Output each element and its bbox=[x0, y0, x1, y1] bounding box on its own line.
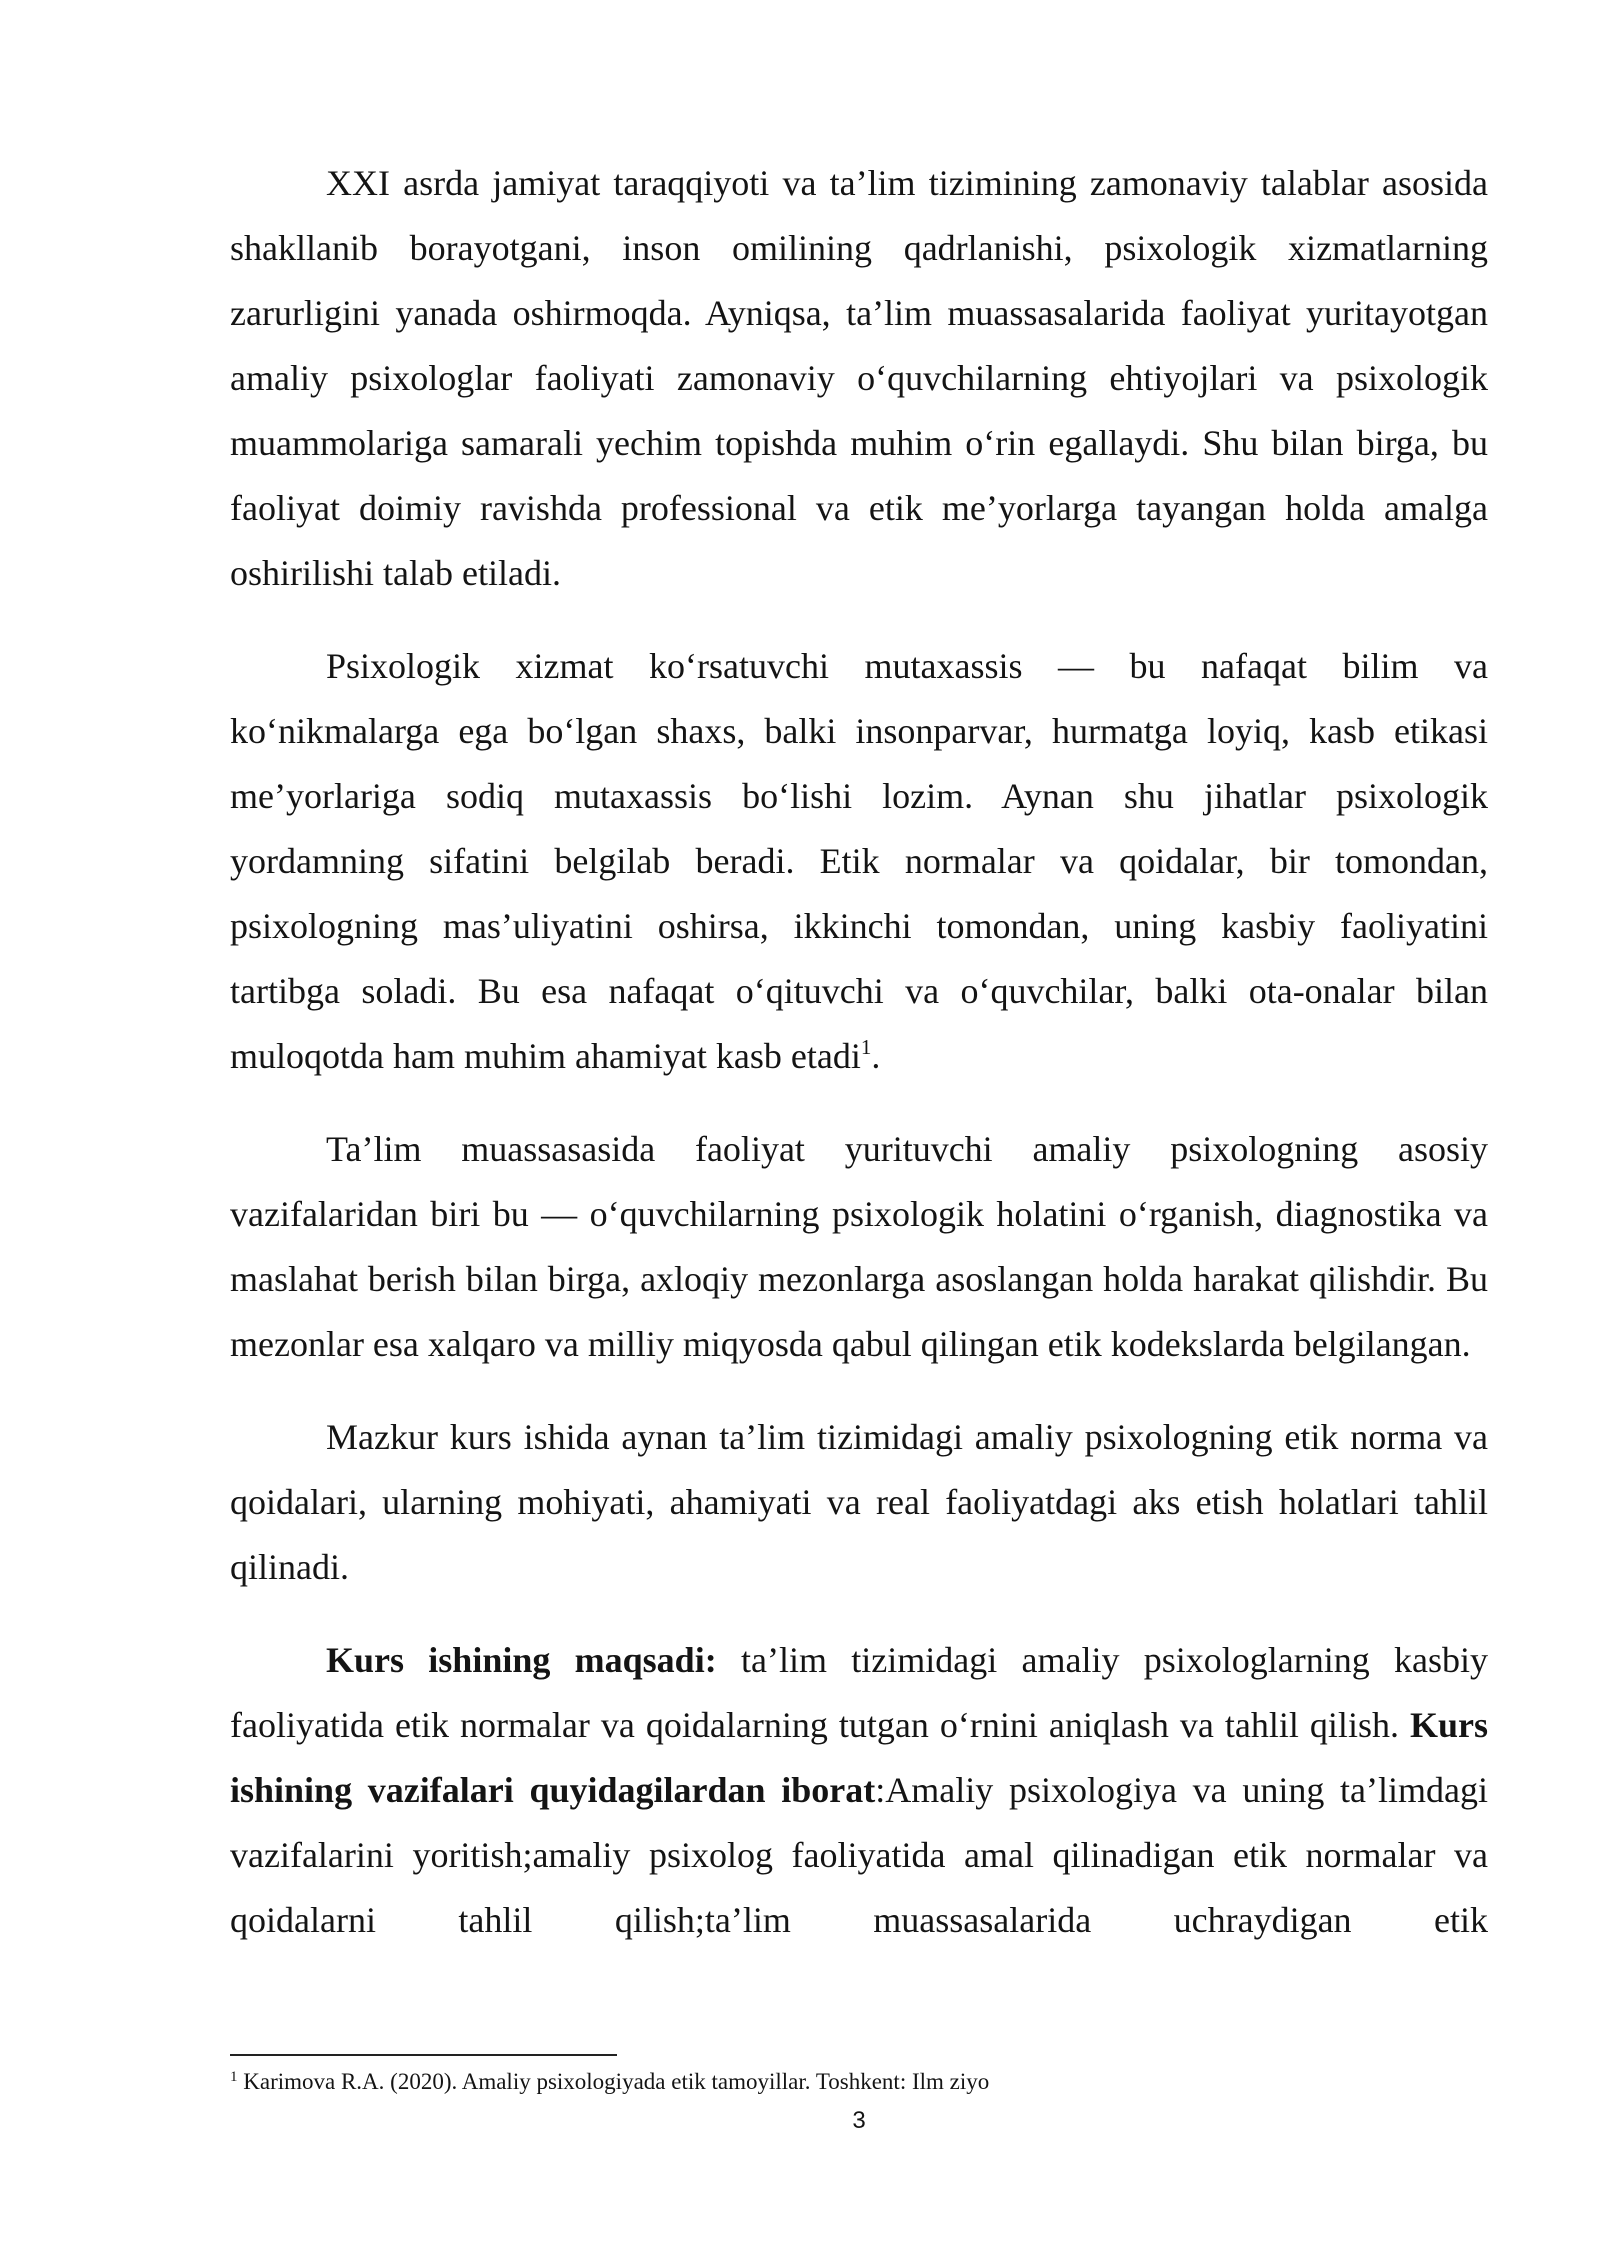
tasks-text: :Amaliy psixologiya va uning ta’limdagi vazifalarini yoritish;amaliy psixolog faoliyatida amal qilinadigan etik normalar va qoidalarni tahlil qilish;ta’lim muassasalarida uchraydigan etik bbox=[230, 1770, 1488, 1940]
page-number: 3 bbox=[852, 2107, 866, 2134]
footnote-text: Karimova R.A. (2020). Amaliy psixologiyada etik tamoyillar. Toshkent: Ilm ziyo bbox=[237, 2069, 990, 2094]
body-text bbox=[230, 151, 1488, 1953]
goal-label: Kurs ishining maqsadi: bbox=[326, 1640, 717, 1680]
paragraph-text: Psixologik xizmat ko‘rsatuvchi mutaxassis — bu nafaqat bilim va ko‘nikmalarga ega bo‘lgan shaxs, balki insonparvar, hurmatga loyiq, kasb etikasi me’yorlariga sodiq mutaxassis bo‘lishi lozim. Aynan shu jihatlar psixologik yordamning sifatini belgilab beradi. Etik normalar va qoidalar, bir tomondan, psixologning mas’uliyatini oshirsa, ikkinchi tomondan, uning kasbiy faoliyatini tartibga soladi. Bu esa nafaqat o‘qituvchi va o‘quvchilar, balki ota-onalar bilan muloqotda ham muhim ahamiyat kasb etadi bbox=[230, 646, 1488, 1076]
footnote-reference[interactable]: 1 bbox=[860, 1035, 872, 1059]
paragraph-course-scope: Mazkur kurs ishida aynan ta’lim tizimidagi amaliy psixologning etik norma va qoidalari, ularning mohiyati, ahamiyati va real faoliyatdagi aks etish holatlari tahlil qilinadi. bbox=[230, 1417, 1488, 1587]
paragraph-end-punctuation: . bbox=[871, 1036, 881, 1076]
paragraph-goals-and-tasks bbox=[230, 1628, 1488, 1953]
paragraph-psychologist-specialist bbox=[230, 634, 1488, 1089]
paragraph-introduction: XXI asrda jamiyat taraqqiyoti va ta’lim tizimining zamonaviy talablar asosida shakllanib borayotgani, inson omilining qadrlanishi, psixologik xizmatlarning zarurligini yanada oshirmoqda. Ayniqsa, ta’lim muassasalarida faoliyat yuritayotgan amaliy psixologlar faoliyati zamonaviy o‘quvchilarning ehtiyojlari va psixologik muammolariga samarali yechim topishda muhim o‘rin egallaydi. Shu bilan birga, bu faoliyat doimiy ravishda professional va etik me’yorlarga tayangan holda amalga oshirilishi talab etiladi. bbox=[230, 163, 1488, 593]
goal-text: ta’lim tizimidagi amaliy psixologlarning kasbiy faoliyatida etik normalar va qoidalarning tutgan o‘rnini aniqlash va tahlil qilish. bbox=[230, 1640, 1489, 1745]
paragraph-psychologist-duties: Ta’lim muassasasida faoliyat yurituvchi amaliy psixologning asosiy vazifalaridan biri bu — o‘quvchilarning psixologik holatini o‘rganish, diagnostika va maslahat berish bilan birga, axloqiy mezonlarga asoslangan holda harakat qilishdir. Bu mezonlar esa xalqaro va milliy miqyosda qabul qilingan etik kodekslarda belgilangan. bbox=[230, 1129, 1488, 1364]
footnote bbox=[230, 2067, 1488, 2097]
footnote-separator bbox=[230, 2054, 617, 2056]
footnote-marker: 1 bbox=[230, 2069, 238, 2085]
tasks-label: Kurs ishining vazifalari quyidagilardan iborat bbox=[230, 1705, 1488, 1810]
